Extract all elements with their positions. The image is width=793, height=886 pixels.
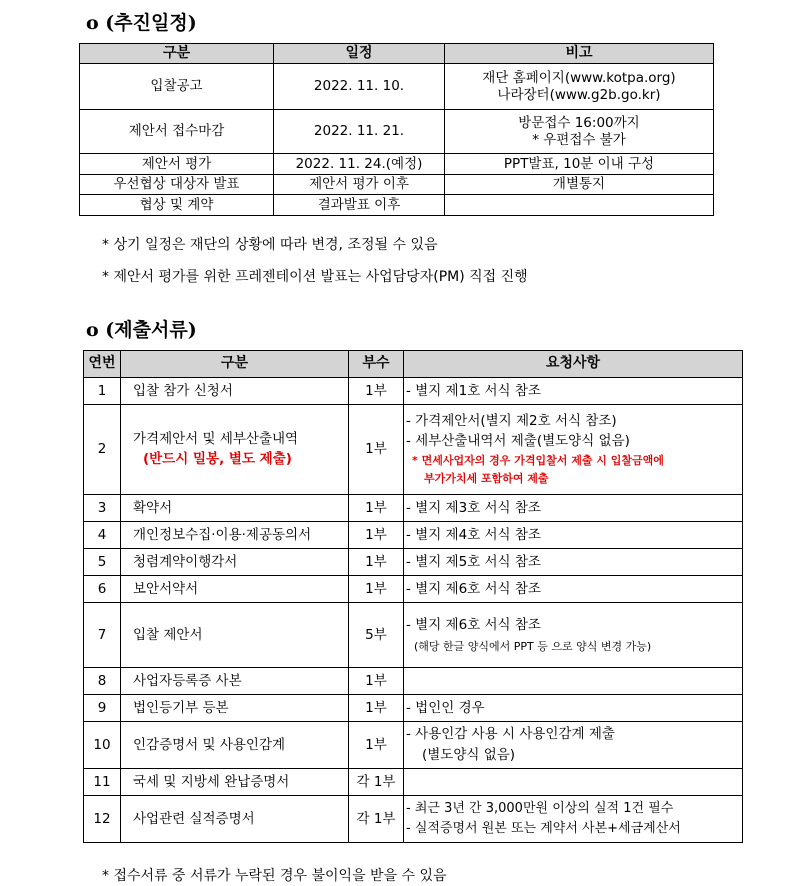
schedule-date: 2022. 11. 24.(예정) bbox=[274, 154, 445, 175]
schedule-section-title: o (추진일정) bbox=[86, 12, 197, 34]
row-number: 3 bbox=[84, 495, 121, 522]
document-name: 입찰 제안서 bbox=[121, 603, 349, 668]
requirement: - 별지 제3호 서식 참조 bbox=[404, 495, 743, 522]
document-name-text: 가격제안서 및 세부산출내역 bbox=[133, 431, 299, 448]
row-number: 7 bbox=[84, 603, 121, 668]
copy-count: 1부 bbox=[349, 549, 404, 576]
requirement: - 별지 제1호 서식 참조 bbox=[404, 378, 743, 405]
schedule-date: 제안서 평가 이후 bbox=[274, 175, 445, 195]
requirement-line: - 세부산출내역서 제출(별도양식 없음) bbox=[406, 433, 630, 450]
copy-count: 1부 bbox=[349, 576, 404, 603]
requirement bbox=[404, 769, 743, 796]
copy-count: 1부 bbox=[349, 722, 404, 769]
document-name: 확약서 bbox=[121, 495, 349, 522]
note-line: * 우편접수 불가 bbox=[532, 131, 626, 148]
row-number: 2 bbox=[84, 405, 121, 495]
schedule-date: 2022. 11. 21. bbox=[274, 110, 445, 154]
sealed-submission-note: (반드시 밀봉, 별도 제출) bbox=[143, 451, 292, 467]
requirement bbox=[404, 603, 743, 668]
schedule-label: 제안서 접수마감 bbox=[80, 110, 274, 154]
note-line: 재단 홈페이지(www.kotpa.org) bbox=[482, 69, 676, 86]
copy-count: 1부 bbox=[349, 378, 404, 405]
requirement bbox=[404, 722, 743, 769]
requirement-line: - 사용인감 사용 시 사용인감계 제출 bbox=[406, 726, 615, 743]
row-number: 11 bbox=[84, 769, 121, 796]
schedule-date: 결과발표 이후 bbox=[274, 195, 445, 216]
col-header: 부수 bbox=[349, 351, 404, 378]
table-row bbox=[80, 110, 714, 154]
format-change-note: (해당 한글 양식에서 PPT 등 으로 양식 변경 가능) bbox=[414, 639, 652, 653]
requirement-line: - 실적증명서 원본 또는 계약서 사본+세금계산서 bbox=[406, 821, 681, 836]
schedule-label: 제안서 평가 bbox=[80, 154, 274, 175]
row-number: 6 bbox=[84, 576, 121, 603]
schedule-note bbox=[445, 110, 714, 154]
table-row bbox=[84, 576, 743, 603]
document-name bbox=[121, 405, 349, 495]
note-line: 나라장터(www.g2b.go.kr) bbox=[497, 86, 661, 103]
schedule-label: 입찰공고 bbox=[80, 64, 274, 110]
table-row bbox=[84, 603, 743, 668]
col-header: 요청사항 bbox=[404, 351, 743, 378]
document-name: 입찰 참가 신청서 bbox=[121, 378, 349, 405]
row-number: 8 bbox=[84, 668, 121, 695]
table-row bbox=[84, 722, 743, 769]
document-name: 국세 및 지방세 완납증명서 bbox=[121, 769, 349, 796]
requirement: - 법인인 경우 bbox=[404, 695, 743, 722]
document-name: 청렴계약이행각서 bbox=[121, 549, 349, 576]
document-name: 사업관련 실적증명서 bbox=[121, 796, 349, 843]
document-name: 보안서약서 bbox=[121, 576, 349, 603]
row-number: 10 bbox=[84, 722, 121, 769]
tax-exempt-note: 부가가치세 포함하여 제출 bbox=[424, 471, 549, 485]
schedule-note bbox=[445, 195, 714, 216]
col-header: 구분 bbox=[121, 351, 349, 378]
note-line: 방문접수 16:00까지 bbox=[518, 114, 640, 131]
table-row bbox=[84, 495, 743, 522]
col-header: 비고 bbox=[445, 44, 714, 64]
schedule-table bbox=[79, 43, 714, 216]
document-name: 개인정보수집·이용·제공동의서 bbox=[121, 522, 349, 549]
documents-section-title: o (제출서류) bbox=[86, 319, 197, 341]
copy-count: 1부 bbox=[349, 668, 404, 695]
copy-count: 1부 bbox=[349, 695, 404, 722]
row-number: 1 bbox=[84, 378, 121, 405]
table-row bbox=[84, 378, 743, 405]
row-number: 9 bbox=[84, 695, 121, 722]
requirement: - 별지 제6호 서식 참조 bbox=[404, 576, 743, 603]
table-row bbox=[80, 154, 714, 175]
document-name: 사업자등록증 사본 bbox=[121, 668, 349, 695]
requirement: - 별지 제5호 서식 참조 bbox=[404, 549, 743, 576]
requirement-line: - 가격제안서(별지 제2호 서식 참조) bbox=[406, 413, 617, 430]
schedule-note bbox=[445, 64, 714, 110]
schedule-footnote: * 제안서 평가를 위한 프레젠테이션 발표는 사업담당자(PM) 직접 진행 bbox=[102, 269, 528, 285]
table-row bbox=[84, 522, 743, 549]
copy-count: 각 1부 bbox=[349, 769, 404, 796]
table-row bbox=[80, 195, 714, 216]
table-row bbox=[84, 769, 743, 796]
schedule-note: PPT발표, 10분 이내 구성 bbox=[445, 154, 714, 175]
requirement bbox=[404, 405, 743, 495]
schedule-date: 2022. 11. 10. bbox=[274, 64, 445, 110]
table-header-row bbox=[84, 351, 743, 378]
table-row bbox=[84, 549, 743, 576]
table-row bbox=[84, 405, 743, 495]
document-name: 법인등기부 등본 bbox=[121, 695, 349, 722]
table-row bbox=[84, 796, 743, 843]
copy-count: 1부 bbox=[349, 405, 404, 495]
table-header-row bbox=[80, 44, 714, 64]
tax-exempt-note: * 면세사업자의 경우 가격입찰서 제출 시 입찰금액에 bbox=[412, 454, 664, 468]
col-header: 구분 bbox=[80, 44, 274, 64]
requirement bbox=[404, 668, 743, 695]
schedule-footnote: * 상기 일정은 재단의 상황에 따라 변경, 조정될 수 있음 bbox=[102, 237, 438, 253]
table-row bbox=[80, 175, 714, 195]
schedule-note: 개별통지 bbox=[445, 175, 714, 195]
documents-table bbox=[83, 350, 743, 843]
requirement: - 별지 제4호 서식 참조 bbox=[404, 522, 743, 549]
copy-count: 5부 bbox=[349, 603, 404, 668]
document-name: 인감증명서 및 사용인감계 bbox=[121, 722, 349, 769]
col-header: 연번 bbox=[84, 351, 121, 378]
table-row bbox=[84, 668, 743, 695]
row-number: 5 bbox=[84, 549, 121, 576]
requirement-line: - 별지 제6호 서식 참조 bbox=[406, 616, 541, 633]
documents-footnote: * 접수서류 중 서류가 누락된 경우 불이익을 받을 수 있음 bbox=[102, 868, 447, 884]
copy-count: 1부 bbox=[349, 495, 404, 522]
copy-count: 1부 bbox=[349, 522, 404, 549]
requirement bbox=[404, 796, 743, 843]
requirement-line: (별도양식 없음) bbox=[422, 747, 516, 763]
table-row bbox=[84, 695, 743, 722]
copy-count: 각 1부 bbox=[349, 796, 404, 843]
col-header: 일정 bbox=[274, 44, 445, 64]
row-number: 4 bbox=[84, 522, 121, 549]
table-row bbox=[80, 64, 714, 110]
requirement-line: - 최근 3년 간 3,000만원 이상의 실적 1건 필수 bbox=[406, 800, 674, 816]
schedule-label: 협상 및 계약 bbox=[80, 195, 274, 216]
row-number: 12 bbox=[84, 796, 121, 843]
schedule-label: 우선협상 대상자 발표 bbox=[80, 175, 274, 195]
